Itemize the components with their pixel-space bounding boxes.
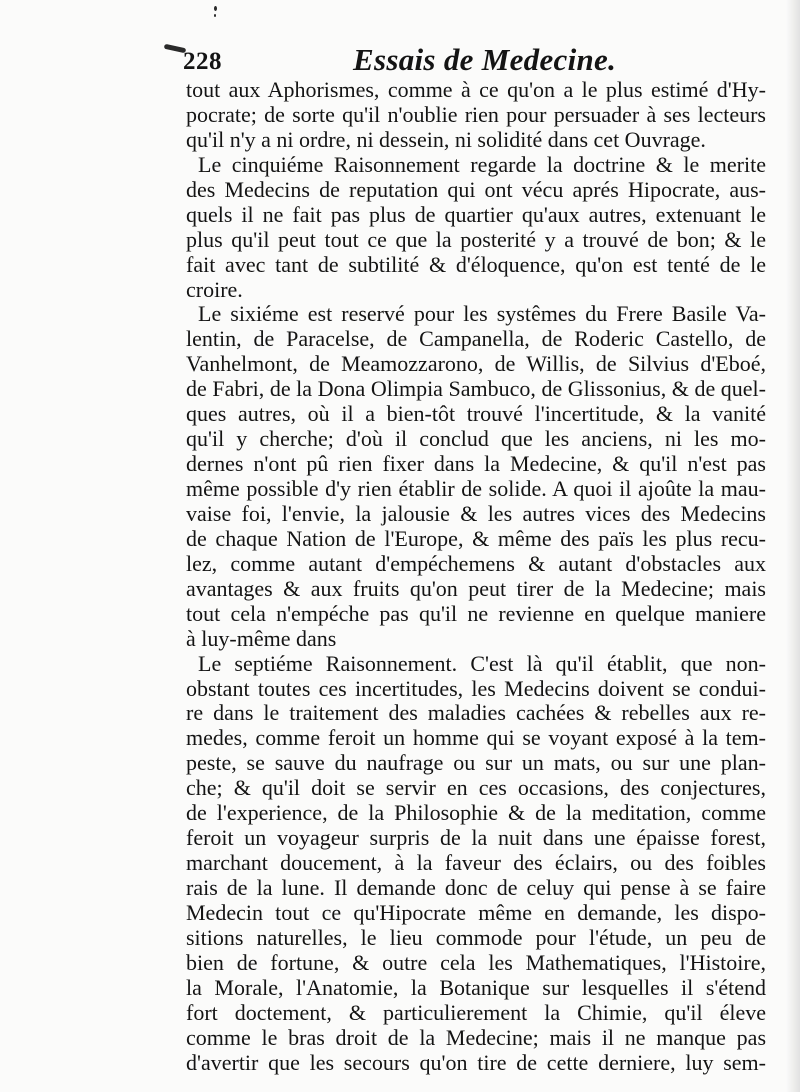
text-line: Le cinquiéme Raisonnement regarde la doctrine & le merite	[198, 151, 766, 177]
text-line: comme le bras droit de la Medecine; mais il ne manque pas	[186, 1024, 766, 1050]
text-line: peste, se sauve du naufrage ou sur un mats, ou sur une plan-	[186, 750, 766, 776]
text-line: lez, comme autant d'empéchemens & autant d'obstacles aux	[186, 550, 766, 576]
text-line: qu'il n'y a ni ordre, ni dessein, ni solidité dans cet Ouvrage.	[186, 126, 706, 152]
text-line: sitions naturelles, le lieu commode pour l'étude, un peu de	[186, 924, 766, 950]
text-line: obstant toutes ces incertitudes, les Medecins doivent se condui-	[186, 675, 766, 701]
running-head: Essais de Medecine.	[353, 42, 617, 77]
text-line: tout cela n'empéche pas qu'il ne revienne en quelque maniere	[186, 600, 766, 626]
page-header	[183, 42, 773, 78]
text-line: fait avec tant de subtilité & d'éloquence, qu'on est tenté de le	[186, 251, 766, 277]
text-line: rais de la lune. Il demande donc de celuy qui pense à se faire	[186, 875, 766, 900]
text-line: plus qu'il peut tout ce que la posterité y a trouvé de bon; & le	[186, 226, 766, 252]
text-line: qu'il y cherche; d'où il conclud que les anciens, ni les mo-	[186, 426, 766, 452]
text-line: medes, comme feroit un homme qui se voyant exposé à la tem-	[186, 725, 766, 751]
text-line: tout aux Aphorismes, comme à ce qu'on a le plus estimé d'Hy-	[186, 77, 766, 102]
page-edge-shadow	[786, 0, 800, 1092]
text-line: croire.	[186, 276, 243, 302]
text-line: avantages & aux fruits qu'on peut tirer de la Medecine; mais	[186, 575, 766, 601]
text-line: la Morale, l'Anatomie, la Botanique sur lesquelles il s'étend	[186, 974, 766, 1000]
ink-speck	[214, 14, 216, 17]
text-line: même possible d'y rien établir de solide. A quoi il ajoûte la mau-	[186, 476, 766, 501]
text-line: marchant doucement, à la faveur des éclairs, ou des foibles	[186, 850, 766, 876]
text-line: feroit un voyageur surpris de la nuit dans une épaisse forest,	[186, 825, 766, 851]
text-line: de chaque Nation de l'Europe, & même des païs les plus recu-	[186, 525, 766, 551]
text-line: ques autres, où il a bien-tôt trouvé l'incertitude, & la vanité	[186, 401, 766, 427]
text-line: che; & qu'il doit se servir en ces occasions, des conjectures,	[186, 775, 766, 801]
text-line: Medecin tout ce qu'Hipocrate même en demande, les dispo-	[186, 899, 766, 925]
ink-speck	[214, 6, 217, 11]
text-line: Le septiéme Raisonnement. C'est là qu'il établit, que non-	[198, 650, 766, 676]
text-line: de Fabri, de la Dona Olimpia Sambuco, de Glissonius, & de quel-	[186, 376, 766, 402]
text-line: quels il ne fait pas plus de quartier qu'aux autres, extenuant le	[186, 201, 766, 227]
text-line: bien de fortune, & outre cela les Mathematiques, l'Histoire,	[186, 949, 766, 975]
text-line: re dans le traitement des maladies cachées & rebelles aux re-	[186, 700, 766, 726]
text-line: Le sixiéme est reservé pour les systêmes du Frere Basile Va-	[198, 301, 766, 327]
text-line: d'avertir que les secours qu'on tire de cette derniere, luy sem-	[186, 1049, 766, 1075]
text-line: à luy-même dans	[186, 625, 337, 651]
text-line: des Medecins de reputation qui ont vécu aprés Hipocrate, aus-	[186, 176, 766, 202]
text-line: fort doctement, & particulierement la Chimie, qu'il éleve	[186, 999, 766, 1025]
text-line: dernes n'ont pû rien fixer dans la Medecine, & qu'il n'est pas	[186, 451, 766, 477]
text-line: Vanhelmont, de Meamozzarono, de Willis, de Silvius d'Eboé,	[186, 351, 766, 377]
text-line: de l'experience, de la Philosophie & de la meditation, comme	[186, 800, 766, 826]
text-line: pocrate; de sorte qu'il n'oublie rien pour persuader à ses lecteurs	[186, 101, 766, 127]
page-number: 228	[183, 48, 222, 75]
body-text	[186, 78, 766, 1076]
text-line: vaise foi, l'envie, la jalousie & les autres vices des Medecins	[186, 500, 766, 526]
text-line: lentin, de Paracelse, de Campanella, de Roderic Castello, de	[186, 326, 766, 352]
